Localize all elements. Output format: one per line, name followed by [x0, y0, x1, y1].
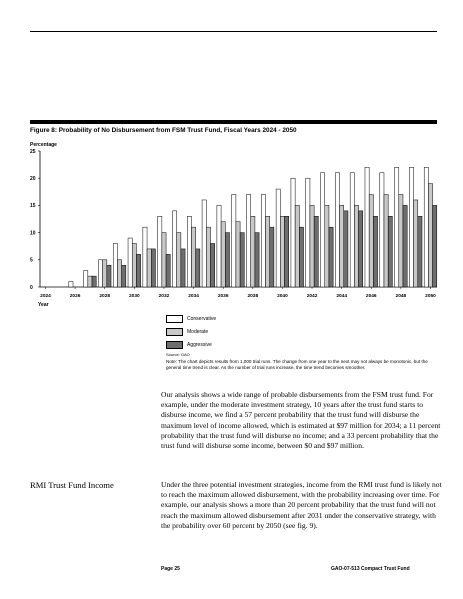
bar-aggressive [107, 265, 111, 287]
legend-label: Moderate [187, 329, 209, 335]
x-tick-label: 2040 [277, 294, 288, 299]
bar-moderate [354, 205, 358, 287]
bar-conservative [158, 216, 162, 287]
bar-aggressive [225, 233, 229, 287]
bar-conservative [84, 271, 88, 287]
bar-conservative [321, 173, 325, 287]
bar-moderate [162, 233, 166, 287]
x-tick-label: 2050 [425, 294, 436, 299]
bar-conservative [350, 173, 354, 287]
bar-conservative [261, 195, 265, 287]
bar-aggressive [270, 227, 274, 287]
figure-title: Figure 8: Probability of No Disbursement from FSM Trust Fund, Fiscal Years 2024 - 2050 [30, 127, 297, 134]
body-paragraph: Our analysis shows a wide range of probable disbursements from the FSM trust fund. For example, under the moderate investment strategy, 10 years after the trust fund starts to disburse income, we find a 57 percent probability that the trust fund will disburse the maximum level of income allowed, which is estimated at $97 million for 2034; a 11 percent probability that the trust fund will disburse no income; and a 33 percent probability that the trust fund will disburse some income, between $0 and $97 million. [161, 390, 441, 451]
bar-aggressive [344, 211, 348, 287]
x-tick-label: 2048 [395, 294, 407, 299]
bar-moderate [236, 222, 240, 287]
legend-swatch-moderate [166, 328, 183, 336]
bar-moderate [191, 227, 195, 287]
x-tick-label: 2042 [306, 294, 318, 299]
bar-conservative [409, 167, 413, 287]
bar-aggressive [329, 227, 333, 287]
bar-aggressive [299, 227, 303, 287]
bar-aggressive [181, 249, 185, 287]
bar-conservative [217, 205, 221, 287]
section-heading: RMI Trust Fund Income [30, 480, 114, 490]
x-tick-label: 2038 [247, 294, 259, 299]
bar-aggressive [166, 254, 170, 287]
bar-moderate [251, 216, 255, 287]
y-tick-label: 5 [30, 257, 33, 264]
y-axis-label: Percentage [30, 142, 57, 148]
bar-aggressive [136, 254, 140, 287]
figure-note: Note: The chart depicts results from 1,000 trial runs. The change from one year to the next may not always be monotonic, but the general time trend is clear. As the number of trial runs increase, the time trend becomes smoother. [166, 359, 428, 370]
y-tick-label: 10 [30, 230, 36, 237]
x-tick-label: 2034 [188, 294, 199, 299]
bar-aggressive [285, 216, 289, 287]
bar-aggressive [359, 211, 363, 287]
bar-aggressive [418, 216, 422, 287]
report-id: GAO-07-513 Compact Trust Fund [331, 566, 410, 572]
x-axis-label: Year [38, 302, 49, 308]
bar-aggressive [210, 243, 214, 287]
bar-aggressive [373, 216, 377, 287]
legend-item-aggressive [166, 339, 216, 351]
legend-swatch-aggressive [166, 341, 183, 349]
bar-conservative [424, 167, 428, 287]
bar-moderate [310, 205, 314, 287]
bar-conservative [291, 178, 295, 287]
bar-moderate [399, 195, 403, 287]
x-tick-label: 2036 [217, 294, 229, 299]
body-paragraph: Under the three potential investment strategies, income from the RMI trust fund is likely not to reach the maximum allowed disbursement, with the probability increasing over time. For example, our analysis shows a more than 20 percent probability that the trust fund will not reach the maximum allowed disbursement after 2031 under the conservative strategy, with the probability over 60 percent by 2050 (see fig. 9). [161, 480, 442, 530]
bar-conservative [113, 243, 117, 287]
x-tick-label: 2046 [365, 294, 377, 299]
bar-aggressive [433, 205, 437, 287]
y-tick-label: 0 [30, 284, 33, 291]
x-tick-label: 2026 [69, 294, 81, 299]
bar-aggressive [122, 265, 126, 287]
bar-moderate [428, 184, 432, 287]
bar-conservative [172, 211, 176, 287]
bar-conservative [276, 189, 280, 287]
y-tick-label: 15 [30, 203, 36, 210]
x-tick-label: 2032 [158, 294, 170, 299]
x-tick-label: 2024 [40, 294, 51, 299]
bar-moderate [280, 216, 284, 287]
bar-moderate [103, 260, 107, 287]
bar-moderate [369, 195, 373, 287]
bar-conservative [395, 167, 399, 287]
bar-moderate [384, 195, 388, 287]
bar-moderate [414, 200, 418, 287]
y-tick-label: 25 [30, 148, 36, 155]
bar-conservative [128, 238, 132, 287]
bar-moderate [295, 205, 299, 287]
bar-aggressive [388, 216, 392, 287]
chart-legend [166, 313, 216, 352]
legend-label: Aggressive [187, 342, 212, 348]
bar-conservative [69, 282, 73, 287]
bar-conservative [380, 173, 384, 287]
y-tick-label: 20 [30, 176, 36, 182]
x-tick-label: 2030 [129, 294, 140, 299]
bar-moderate [221, 222, 225, 287]
bar-aggressive [196, 249, 200, 287]
legend-item-moderate [166, 326, 216, 338]
bar-moderate [325, 205, 329, 287]
bar-aggressive [255, 233, 259, 287]
x-tick-label: 2044 [336, 294, 347, 299]
bar-conservative [143, 227, 147, 287]
bar-conservative [247, 195, 251, 287]
bar-moderate [177, 233, 181, 287]
bar-conservative [232, 195, 236, 287]
legend-swatch-conservative [166, 315, 183, 323]
bar-moderate [206, 227, 210, 287]
bar-conservative [306, 178, 310, 287]
legend-label: Conservative [187, 316, 217, 322]
bar-moderate [266, 216, 270, 287]
legend-item-conservative [166, 313, 216, 325]
bar-aggressive [240, 233, 244, 287]
bar-moderate [132, 243, 136, 287]
bar-moderate [88, 276, 92, 287]
page-number: Page 25 [161, 566, 180, 572]
bar-aggressive [92, 276, 96, 287]
x-tick-label: 2028 [99, 294, 111, 299]
bar-aggressive [151, 249, 155, 287]
bar-aggressive [403, 205, 407, 287]
figure-source: Source: GAO [166, 352, 190, 357]
bar-conservative [187, 216, 191, 287]
bar-conservative [202, 200, 206, 287]
bar-conservative [365, 167, 369, 287]
bar-conservative [98, 260, 102, 287]
bar-moderate [117, 260, 121, 287]
bar-conservative [335, 173, 339, 287]
bar-moderate [147, 249, 151, 287]
bar-moderate [340, 205, 344, 287]
bar-aggressive [314, 216, 318, 287]
